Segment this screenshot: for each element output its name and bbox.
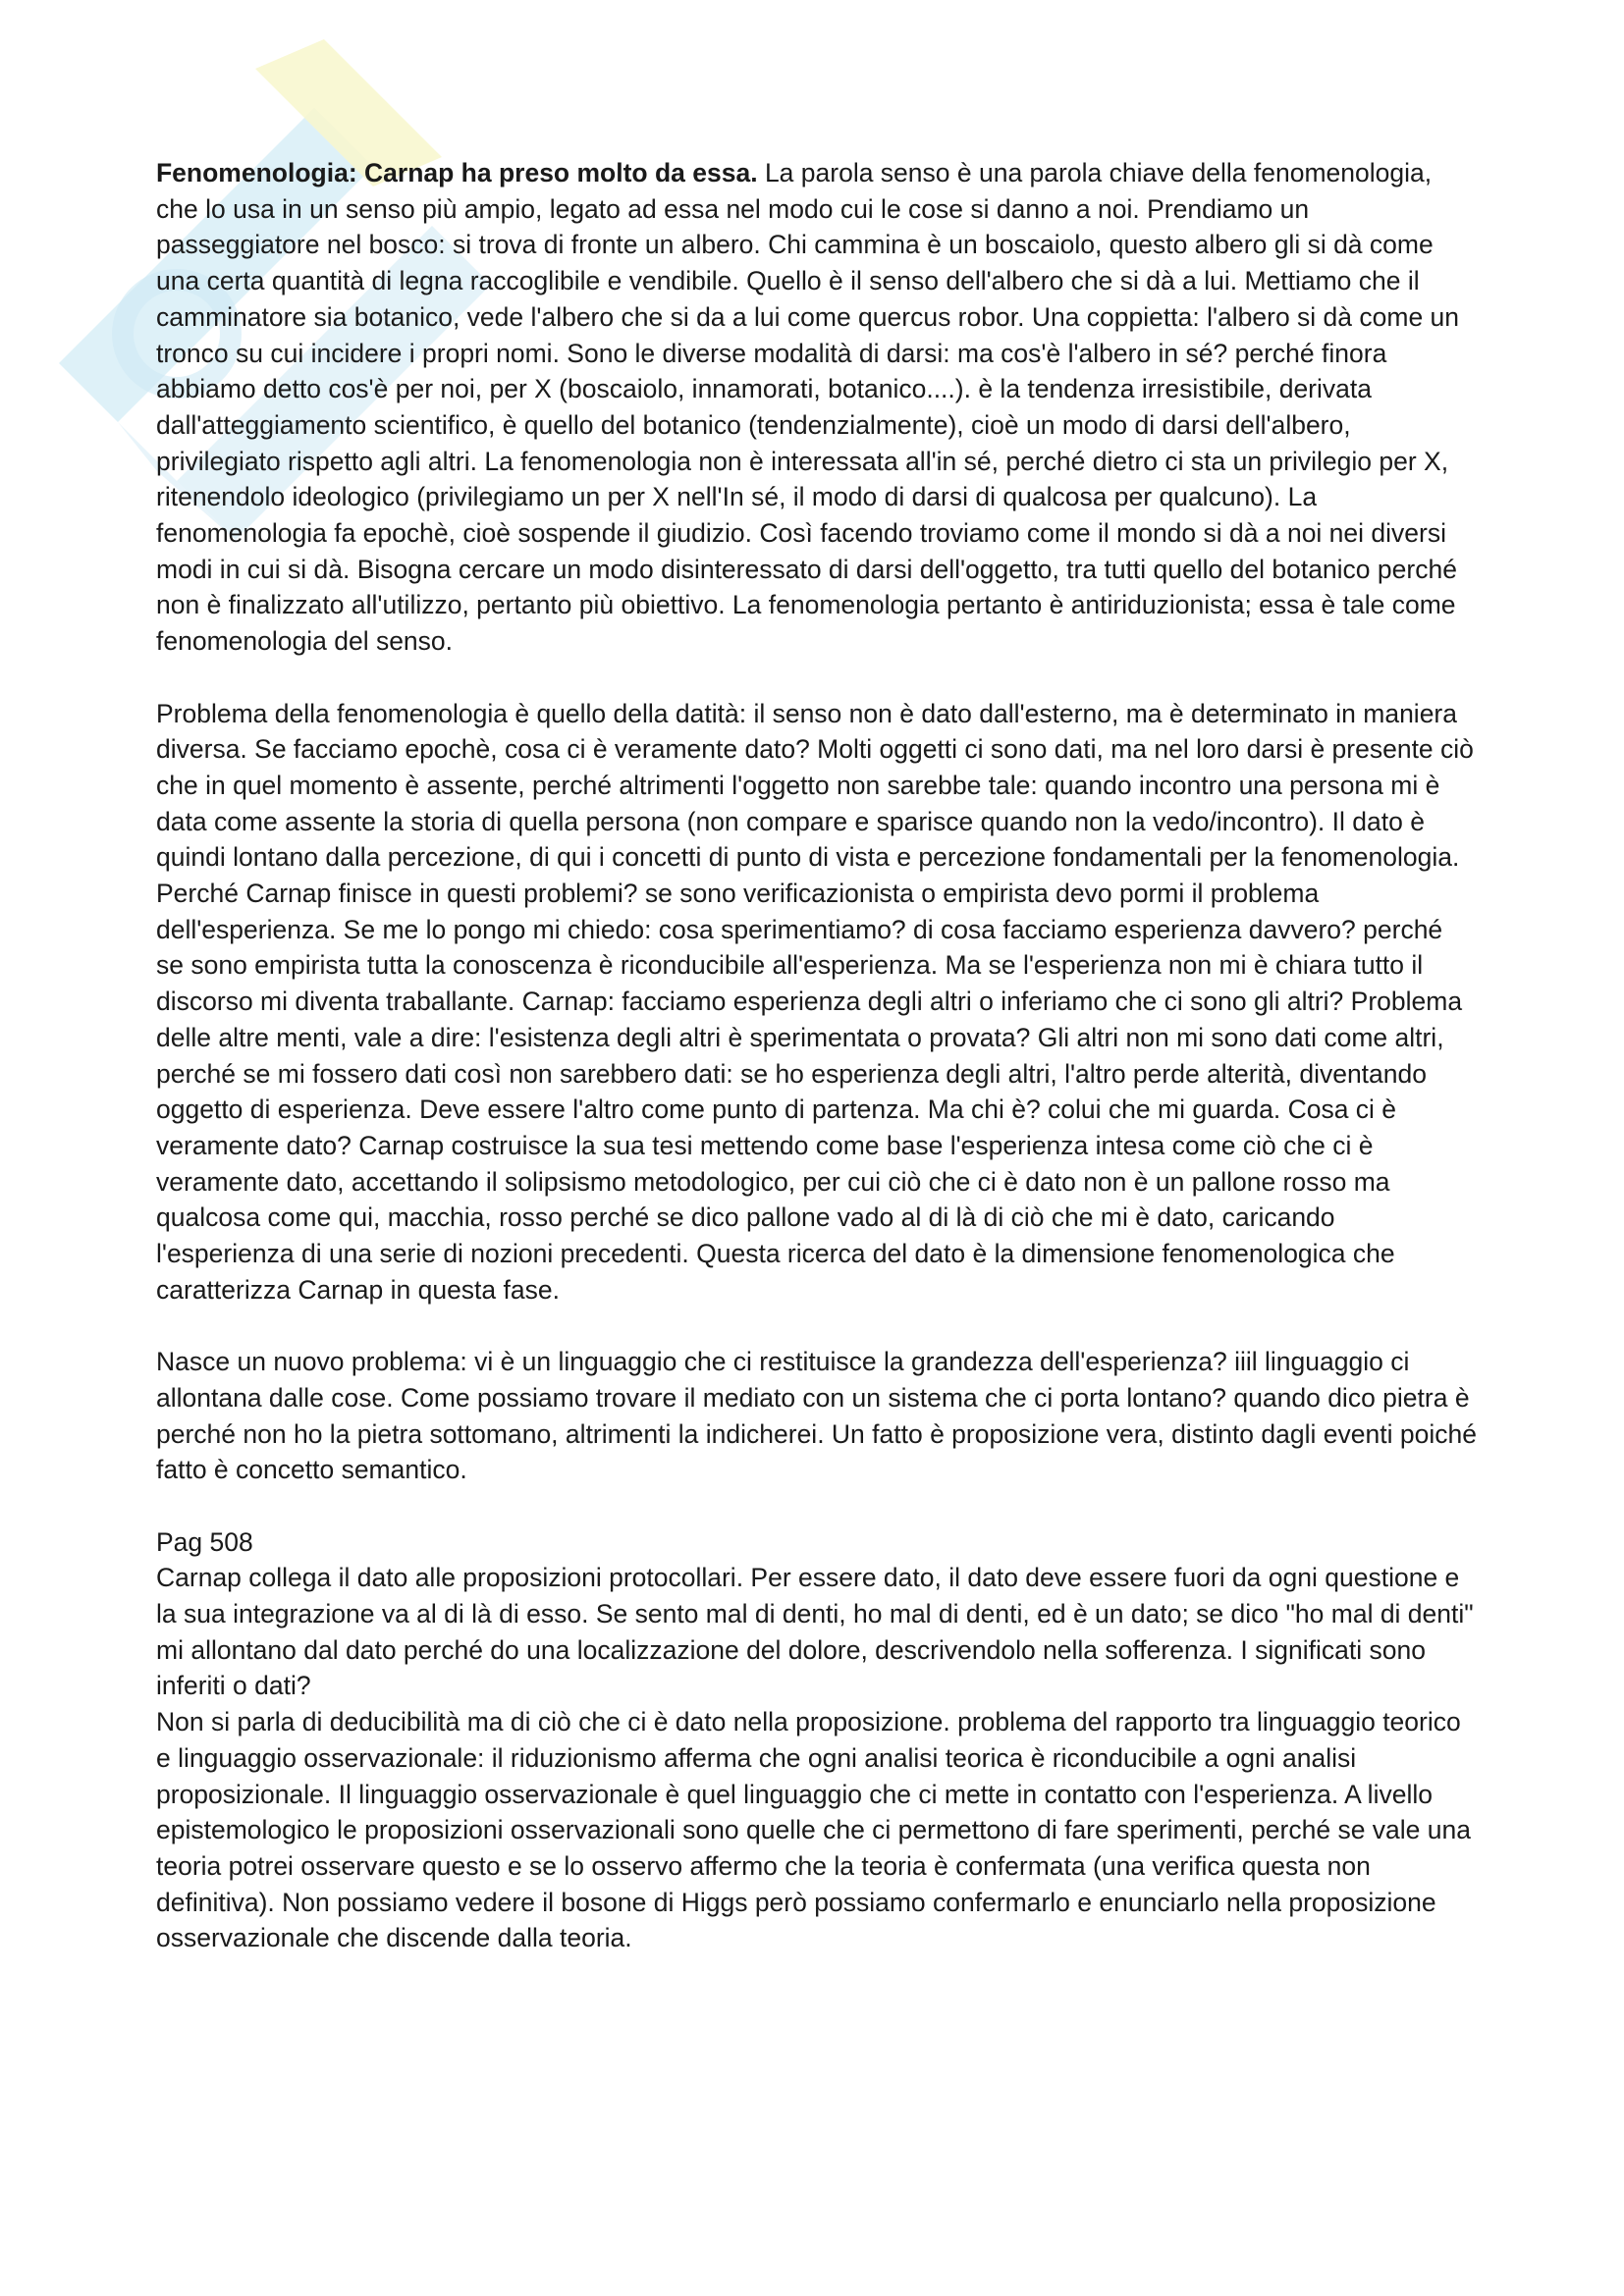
paragraph-linguaggio: Nasce un nuovo problema: vi è un linguaggio che ci restituisce la grandezza dell'esperienza? iiil linguaggio ci allontana dalle cose. Come possiamo trovare il mediato con un sistema che ci porta lontano? quando dico pietra è perché non ho la pietra sottomano, altrimenti la indicherei. Un fatto è proposizione vera, distinto dagli eventi poiché fatto è concetto semantico.: [156, 1347, 1477, 1485]
paragraph-protocollari: Carnap collega il dato alle proposizioni protocollari. Per essere dato, il dato deve essere fuori da ogni questione e la sua integrazione va al di là di esso. Se sento mal di denti, ho mal di denti, ed è un dato; se dico "ho mal di denti" mi allontano dal dato perché do una localizzazione del dolore, descrivendolo nella sofferenza. I significati sono inferiti o dati?: [156, 1563, 1474, 1701]
paragraph-lead-heading: Fenomenologia: Carnap ha preso molto da essa.: [156, 158, 758, 187]
page-reference: Pag 508: [156, 1526, 253, 1557]
paragraph-text: La parola senso è una parola chiave della fenomenologia, che lo usa in un senso più ampio, legato ad essa nel modo cui le cose si danno a noi. Prendiamo un passeggiatore nel bosco: si trova di fronte un albero. Chi cammina è un boscaiolo, questo albero gli si dà come una certa quantità di legna raccoglibile e vendibile. Quello è il senso dell'albero che si dà a lui. Mettiamo che il camminatore sia botanico, vede l'albero che si da a lui come quercus robor. Una coppietta: l'albero si dà come un tronco su cui incidere i propri nomi. Sono le diverse modalità di darsi: ma cos'è l'albero in sé? perché finora abbiamo detto cos'è per noi, per X (boscaiolo, innamorati, botanico....). è la tendenza irresistibile, derivata dall'atteggiamento scientifico, è quello del botanico (tendenzialmente), cioè un modo di darsi dell'albero, privilegiato rispetto agli altri. La fenomenologia non è interessata all'in sé, perché dietro ci sta un privilegio per X, ritenendolo ideologico (privilegiamo un per X nell'In sé, il modo di darsi di qualcosa per qualcuno). La fenomenologia fa epochè, cioè sospende il giudizio. Così facendo troviamo come il mondo si dà a noi nei diversi modi in cui si dà. Bisogna cercare un modo disinteressato di darsi dell'oggetto, tra tutti quello del botanico perché non è finalizzato all'utilizzo, pertanto più obiettivo. La fenomenologia pertanto è antiriduzionista; essa è tale come fenomenologia del senso.: [156, 158, 1460, 657]
paragraph-osservazionale: Non si parla di deducibilità ma di ciò che ci è dato nella proposizione. problema del rapporto tra linguaggio teorico e linguaggio osservazionale: il riduzionismo afferma che ogni analisi teorica è riconducibile a ogni analisi proposizionale. Il linguaggio osservazionale è quel linguaggio che ci mette in contatto con l'esperienza. A livello epistemologico le proposizioni osservazionali sono quelle che ci permettono di fare sperimenti, perché se vale una teoria potrei osservare questo e se lo osservo affermo che la teoria è confermata (una verifica questa non definitiva). Non possiamo vedere il bosone di Higgs però possiamo confermarlo e enunciarlo nella proposizione osservazionale che discende dalla teoria.: [156, 1707, 1472, 1953]
document-body: [156, 155, 1477, 1956]
paragraph-datita: Problema della fenomenologia è quello della datità: il senso non è dato dall'esterno, ma è determinato in maniera diversa. Se facciamo epochè, cosa ci è veramente dato? Molti oggetti ci sono dati, ma nel loro darsi è presente ciò che in quel momento è assente, perché altrimenti l'oggetto non sarebbe tale: quando incontro una persona mi è data come assente la storia di quella persona (non compare e sparisce quando non la vedo/incontro). Il dato è quindi lontano dalla percezione, di qui i concetti di punto di vista e percezione fondamentali per la fenomenologia. Perché Carnap finisce in questi problemi? se sono verificazionista o empirista devo pormi il problema dell'esperienza. Se me lo pongo mi chiedo: cosa sperimentiamo? di cosa facciamo esperienza davvero? perché se sono empirista tutta la conoscenza è riconducibile all'esperienza. Ma se l'esperienza non mi è chiara tutto il discorso mi diventa traballante. Carnap: facciamo esperienza degli altri o inferiamo che ci sono gli altri? Problema delle altre menti, vale a dire: l'esistenza degli altri è sperimentata o provata? Gli altri non mi sono dati come altri, perché se mi fossero dati così non sarebbero dati: se ho esperienza degli altri, l'altro perde alterità, diventando oggetto di esperienza. Deve essere l'altro come punto di partenza. Ma chi è? colui che mi guarda. Cosa ci è veramente dato? Carnap costruisce la sua tesi mettendo come base l'esperienza intesa come ciò che ci è veramente dato, accettando il solipsismo metodologico, per cui ciò che ci è dato non è un pallone rosso ma qualcosa come qui, macchia, rosso perché se dico pallone vado al di là di ciò che mi è dato, caricando l'esperienza di una serie di nozioni precedenti. Questa ricerca del dato è la dimensione fenomenologica che caratterizza Carnap in questa fase.: [156, 698, 1474, 1305]
paragraph-fenomenologia: [156, 155, 1477, 660]
